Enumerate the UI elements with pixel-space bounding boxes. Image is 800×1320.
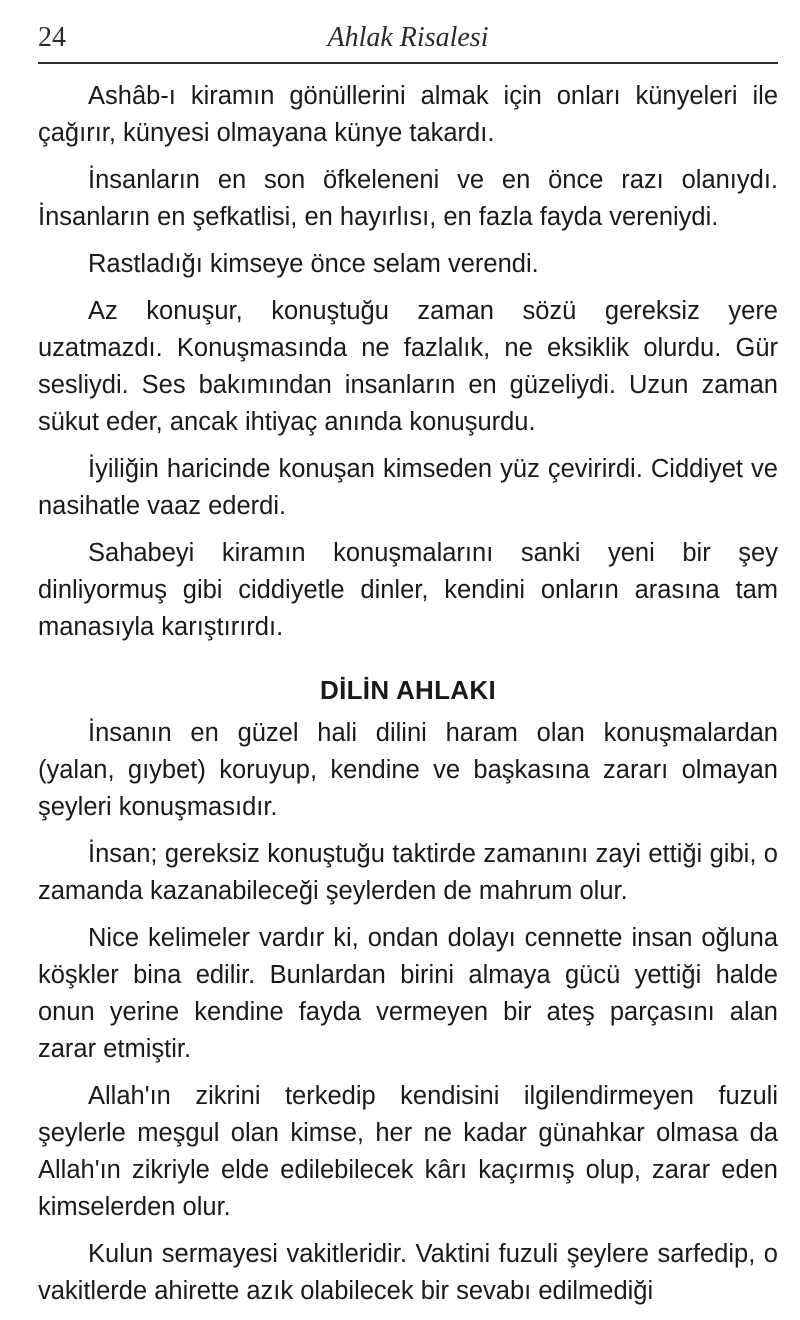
- page-body: [38, 78, 778, 1320]
- paragraph: Ashâb-ı kiramın gönüllerini almak için onları künyeleri ile çağırır, künyesi olmayana künye takardı.: [38, 82, 778, 147]
- paragraph: Rastladığı kimseye önce selam verendi.: [88, 250, 539, 278]
- paragraph: İnsanın en güzel hali dilini haram olan konuşmalardan (yalan, gıybet) koruyup, kendine ve başkasına zararı olmayan şeyleri konuşmasıdır.: [38, 719, 778, 821]
- page-header: [38, 18, 778, 64]
- page-number: 24: [38, 22, 66, 53]
- paragraph: Sahabeyi kiramın konuşmalarını sanki yeni bir şey dinliyormuş gibi ciddiyetle dinler, kendini onların arasına tam manasıyla karıştırırdı.: [38, 539, 778, 641]
- paragraph: İnsanların en son öfkeleneni ve en önce razı olanıydı. İnsanların en şefkatlisi, en hayırlısı, en fazla fayda vereniydi.: [38, 166, 778, 231]
- paragraph: İnsan; gereksiz konuştuğu taktirde zamanını zayi ettiği gibi, o zamanda kazanabileceği şeylerden de mahrum olur.: [38, 840, 778, 905]
- paragraph: İyiliğin haricinde konuşan kimseden yüz çevirirdi. Ciddiyet ve nasihatle vaaz ederdi.: [38, 455, 778, 520]
- section-heading: DİLİN AHLAKI: [320, 675, 496, 705]
- paragraph: Kulun sermayesi vakitleridir. Vaktini fuzuli şeylere sarfedip, o vakitlerde ahirette azık olabilecek bir sevabı edilmediği: [38, 1240, 778, 1305]
- paragraph: Az konuşur, konuştuğu zaman sözü gereksiz yere uzatmazdı. Konuşmasında ne fazlalık, ne eksiklik olurdu. Gür sesliydi. Ses bakımından insanların en güzeliydi. Uzun zaman sükut eder, ancak ihtiyaç anında konuşurdu.: [38, 297, 778, 436]
- paragraph: Nice kelimeler vardır ki, ondan dolayı cennette insan oğluna köşkler bina edilir. Bunlardan birini almaya gücü yettiği halde onun yerine kendine fayda vermeyen bir ateş parçasını alan zarar etmiştir.: [38, 924, 778, 1063]
- running-title: Ahlak Risalesi: [327, 22, 489, 53]
- paragraph: Allah'ın zikrini terkedip kendisini ilgilendirmeyen fuzuli şeylerle meşgul olan kimse, her ne kadar günahkar olmasa da Allah'ın zikriyle elde edilebilecek kârı kaçırmış olup, zarar eden kimselerden olur.: [38, 1082, 778, 1221]
